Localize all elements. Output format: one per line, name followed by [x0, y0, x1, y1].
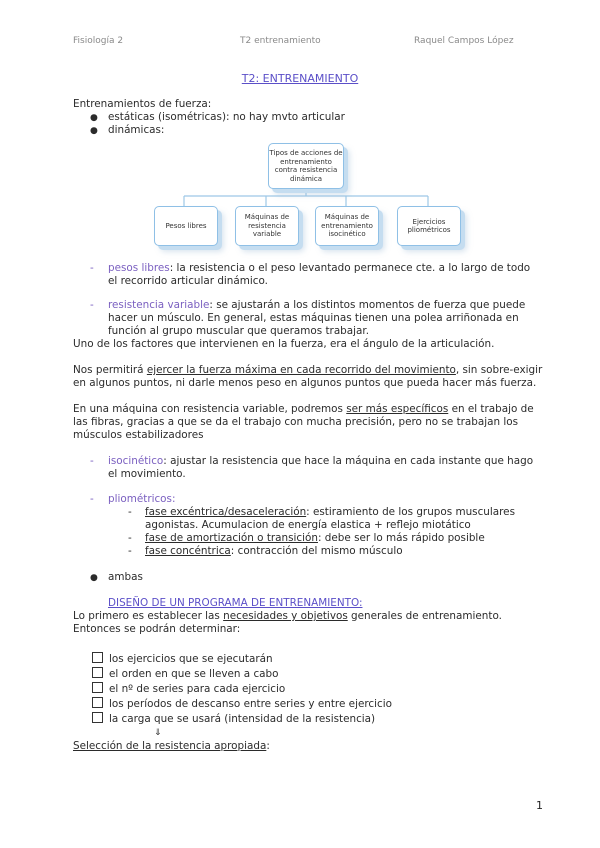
paragraph-especificos-line3: músculos estabilizadores — [73, 429, 204, 441]
diagram-root-node: Tipos de acciones de entrenamiento contra resistencia dinámica — [268, 143, 344, 189]
design-line2: Entonces se podrán determinar: — [73, 623, 241, 635]
design-heading: DISEÑO DE UN PROGRAMA DE ENTRENAMIENTO: — [108, 597, 363, 609]
pesos-libres-line1: pesos libres: la resistencia o el peso levantado permanece cte. a lo largo de todo — [108, 262, 531, 274]
checkbox[interactable] — [92, 652, 103, 663]
intro-text: Entrenamientos de fuerza: — [73, 98, 212, 110]
header-topic: T2 entrenamiento — [240, 36, 321, 46]
page-number: 1 — [536, 799, 543, 812]
dash-marker: - — [128, 506, 132, 518]
diagram-node-resistencia-variable: Máquinas de resistencia variable — [235, 206, 299, 246]
design-line1: Lo primero es establecer las necesidades y objetivos generales de entrenamiento. — [73, 610, 502, 622]
pesos-libres-line2: el recorrido articular dinámico. — [108, 275, 268, 287]
isocinetico-term: isocinético — [108, 455, 164, 467]
checkbox[interactable] — [92, 682, 103, 693]
checklist-item: los ejercicios que se ejecutarán — [92, 652, 273, 666]
paragraph-especificos-line2: las fibras, gracias a que se da el trabajo con mucha precisión, pero no se trabajan los — [73, 416, 519, 428]
bullet-dinamicas: dinámicas: — [108, 124, 165, 136]
isocinetico-line1: isocinético: ajustar la resistencia que hace la máquina en cada instante que hago — [108, 455, 534, 467]
phase-concentrica: fase concéntrica: contracción del mismo músculo — [145, 545, 403, 557]
checklist-item: el nº de series para cada ejercicio — [92, 682, 285, 696]
paragraph-fuerza-maxima-line2: en algunos puntos, ni darle menos peso en algunos puntos que pueda hacer más fuerza. — [73, 377, 537, 389]
pliometricos-term: pliométricos — [108, 493, 172, 505]
checkbox[interactable] — [92, 667, 103, 678]
dash-marker: - — [90, 455, 94, 467]
variable-line2: hacer un músculo. En general, estas máquinas tienen una polea arriñonada en — [108, 312, 519, 324]
checkbox[interactable] — [92, 712, 103, 723]
page-title: T2: ENTRENAMIENTO — [241, 72, 359, 85]
angle-line: Uno de los factores que intervienen en la fuerza, era el ángulo de la articulación. — [73, 338, 495, 350]
bullet-ambas: ambas — [108, 571, 143, 583]
variable-line1: resistencia variable: se ajustarán a los distintos momentos de fuerza que puede — [108, 299, 526, 311]
selection-line: Selección de la resistencia apropiada: — [73, 740, 270, 752]
variable-term: resistencia variable — [108, 299, 210, 311]
pliometricos-heading: pliométricos: — [108, 493, 176, 505]
phase-excentrica: fase excéntrica/desaceleración: estiramiento de los grupos musculares — [145, 506, 515, 518]
training-diagram — [140, 136, 470, 254]
bullet-dot: ● — [90, 113, 98, 123]
bullet-dot: ● — [90, 573, 98, 583]
pesos-libres-term: pesos libres — [108, 262, 170, 274]
paragraph-fuerza-maxima: Nos permitirá ejercer la fuerza máxima en cada recorrido del movimiento, sin sobre-exigir — [73, 364, 543, 376]
checklist-item: el orden en que se lleven a cabo — [92, 667, 278, 681]
bullet-estaticas: estáticas (isométricas): no hay mvto articular — [108, 111, 345, 123]
phase-excentrica-line2: agonistas. Acumulacion de energía elastica + reflejo miotático — [145, 519, 471, 531]
checklist-item: los períodos de descanso entre series y entre ejercicio — [92, 697, 392, 711]
diagram-node-pliometricos: Ejercicios pliométricos — [397, 206, 461, 246]
paragraph-especificos: En una máquina con resistencia variable, podremos ser más específicos en el trabajo de — [73, 403, 534, 415]
dash-marker: - — [90, 299, 94, 311]
diagram-node-pesos-libres: Pesos libres — [154, 206, 218, 246]
header-subject: Fisiología 2 — [73, 36, 124, 46]
isocinetico-line2: el movimiento. — [108, 468, 186, 480]
checkbox[interactable] — [92, 697, 103, 708]
down-arrow-icon: ⇓ — [154, 728, 162, 738]
dash-marker: - — [128, 532, 132, 544]
variable-line3: función al grupo muscular que queramos trabajar. — [108, 325, 370, 337]
dash-marker: - — [90, 262, 94, 274]
phase-amortizacion: fase de amortización o transición: debe ser lo más rápido posible — [145, 532, 485, 544]
checklist-item: la carga que se usará (intensidad de la resistencia) — [92, 712, 375, 726]
header-author: Raquel Campos López — [414, 36, 514, 46]
dash-marker: - — [90, 493, 94, 505]
bullet-dot: ● — [90, 126, 98, 136]
dash-marker: - — [128, 545, 132, 557]
diagram-node-isocinetico: Máquinas de entrenamiento isocinético — [315, 206, 379, 246]
